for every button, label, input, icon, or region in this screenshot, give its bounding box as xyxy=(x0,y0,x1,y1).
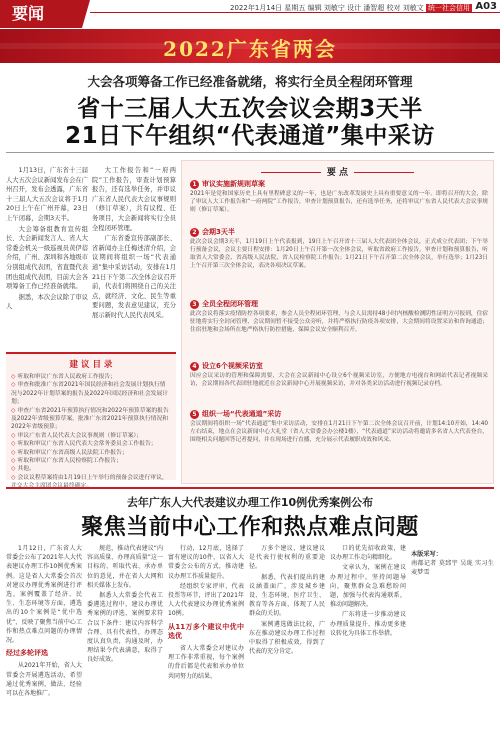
banner-title: 2022广东省两会 xyxy=(163,37,337,61)
article-column-2 xyxy=(92,166,176,322)
number-badge: 5 xyxy=(190,410,199,419)
key-point-body: 此次会议将落实疫情防控各项要求，参会人员全程闭环管理，与会人员需持48小时内核酸检测阴性证明方可报到，住宿驻地将实行全封闭管理，会议期间暂不接受公众旁听，并将严格执行防疫各项安排，大会期间将设置采访和咨询通道；住宿驻地和会场所在地严格执行防控措施，保障会议安全顺利召开。 xyxy=(190,311,488,334)
headline-divider xyxy=(6,152,494,153)
paragraph: 行动，12月底，选择了富有建议的10件，以省人大常委会公布的方式，推动建议办理工作质量提升。 xyxy=(168,545,244,580)
key-point-heading-text: 审议实施新规则草案 xyxy=(202,180,265,188)
second-column-4 xyxy=(249,544,325,657)
paragraph: 1月13日，广东省十三届人大五次会议新闻发布会在广州召开，发布会透露，广东省十三届人大五次会议将于1月20日上午在广州开幕，23日上午闭幕，会期3天半。 xyxy=(6,167,88,222)
key-point-item xyxy=(190,179,488,214)
byline xyxy=(411,550,494,577)
list-item: ◇ 审查广东省2021年预算执行情况和2022年预算草案的报告及2022年省级预算草案，批准广东省2021年预算执行情况和2022年省级预算； xyxy=(11,407,171,432)
second-article-kicker: 去年广东人大代表建议办理工作10例优秀案例公布 xyxy=(126,496,374,509)
paragraph: 万多个建议，建议建议是代表行使权利的重要途径。 xyxy=(249,545,325,571)
paragraph: 1月12日，广东省人大常委会公布了2021年人大代表建议办理工作10例优秀案例。这是省人大常委会首次对建议办理优秀案例进行评选，案例覆盖了经济、民生、生态环境等方面，遴选出的10个案例是“优中选优”，反映了聚焦当前中心工作和热点难点问题的办理情况。 xyxy=(6,545,82,645)
number-badge: 3 xyxy=(190,300,199,309)
section-subhead: 经过多轮评选 xyxy=(6,649,48,658)
header-meta xyxy=(230,3,472,13)
paragraph: 广东将进一步推动建议办理质量提升，推动更多建议转化为具体工作举措。 xyxy=(330,611,406,637)
suggestion-title: 建 议 目 录 xyxy=(69,360,113,370)
key-point-heading-text: 设立6个视频采访室 xyxy=(202,362,263,370)
paragraph: 大会筹备组教育宣传组长、大会新闻发言人、省人大常委会机关一级巡视员黄伊蓓介绍，广州、深圳和各地级市分别组成代表团，省直暨代表团也组成代表团，目前大会各项筹备工作已经准备就绪。 xyxy=(6,225,88,291)
second-column-6 xyxy=(411,544,494,577)
paragraph: 口的优先招收政策，建议办理工作走向精细化。 xyxy=(330,545,406,562)
list-item: ◇ 其他。 xyxy=(11,465,171,473)
key-point-item xyxy=(190,409,488,444)
list-item: ◇ 听取和审议广东省人民代表大会常务委员会工作报告； xyxy=(11,440,171,448)
section-tag: 要闻 xyxy=(0,0,82,28)
suggestion-list xyxy=(6,373,176,491)
paragraph: 据悉人大常委会代表工委遴选过程中，建议办理优秀案例的评选，案例要求符合以下条件：建议内容科学合理、具有代表性，办理态度认真负责，沟通及时，办理结果令代表满意，取得了良好成效。 xyxy=(87,592,163,664)
paragraph: 规范，推动代表建议“内容高质量、办理高质量”这一目标的，听取代表、承办单位的意见，并在省人大网和相关媒体上发布。 xyxy=(87,545,163,589)
paragraph: 据悉，本次会议除了审议人 xyxy=(6,293,88,311)
key-point-heading xyxy=(190,409,488,419)
paragraph: 经组织专家评审、代表投票等环节，评出了2021年人大代表建议办理优秀案例10例。 xyxy=(168,582,244,618)
section-divider xyxy=(6,487,494,489)
second-column-1 xyxy=(6,544,82,699)
article-headline-line-2: 21日下午组织“代表通道”集中采访 xyxy=(65,123,435,149)
list-item: ◇ 审议广东省人民代表大会议事规则（修订草案）； xyxy=(11,432,171,440)
key-point-item xyxy=(190,361,488,388)
key-point-heading-text: 组织一场“代表通道”采访 xyxy=(202,410,282,418)
key-points-title: 要 点 xyxy=(182,165,493,178)
key-point-item xyxy=(190,299,488,334)
number-badge: 1 xyxy=(190,180,199,189)
page-header xyxy=(0,0,500,28)
key-point-heading-text: 全员全程闭环管理 xyxy=(202,300,258,308)
number-badge: 2 xyxy=(190,228,199,237)
article-kicker: 大会各项筹备工作已经准备就绪，将实行全员全程闭环管理 xyxy=(87,74,413,89)
article-headline-line-1: 省十三届人大五次会议会期3天半 xyxy=(77,96,423,122)
key-point-heading xyxy=(190,361,488,371)
suggestion-box xyxy=(6,352,176,480)
header-tag: 统一社会信用 xyxy=(428,4,470,12)
key-point-heading xyxy=(190,299,488,309)
second-column-2 xyxy=(87,544,163,666)
second-column-5 xyxy=(330,544,406,639)
key-point-body: 此次会议会期3天半，1月19日上午代表报到，19日上午召开省十三届人大代表团全体会议，正式成立代表团；下午举行预备会议，会议主要日程安排：1月20日上午召开第一次全体会议，听取省政府工作报告，审查计划和预算报告，听取省人大常委会、省高级人民法院、省人民检察院工作报告；1月21日下午召开第二次全体会议，举行选举；1月23日上午召开第三次全体会议，表决各项决议草案。 xyxy=(190,239,488,270)
article-column-1 xyxy=(6,166,88,313)
key-point-body: 2021年是党和国家历史上具有里程碑意义的一年，也是广东改革发展史上具有重要意义的一年。即将召开的大会，除了审议人大工作报告和“一府两院”工作报告，审查计划预算报告，还有选举任务，还将审议广东省人民代表大会议事规则（修订草案）。 xyxy=(190,191,488,214)
list-item: ◇ 会议议程草案将由1月19日上午举行的预备会议进行审议， xyxy=(11,474,171,491)
second-column-3 xyxy=(168,544,244,682)
byline-names: 南都记者 莫郅宇 吴珑 实习生 麦梦雪 xyxy=(411,560,494,576)
paragraph: 省人大常委会对建议办理工作非常重视，每个案例的背后都是代表和承办单位共同努力的结果。 xyxy=(168,645,244,680)
number-badge: 4 xyxy=(190,362,199,371)
page-number: A03 xyxy=(475,1,497,12)
list-item: ◇ 听取和审议广东省人民检察院工作报告； xyxy=(11,457,171,465)
key-point-heading xyxy=(190,227,488,237)
key-point-heading xyxy=(190,179,488,189)
paragraph: 从2021年开始，省人大常委会开展遴选活动，希望通过优秀案例，做法、经验可以在各地推广。 xyxy=(6,662,82,698)
topic-banner xyxy=(0,29,500,63)
key-point-heading-text: 会期3天半 xyxy=(202,228,235,236)
second-article-headline: 聚焦当前中心工作和热点难点问题 xyxy=(81,515,419,540)
header-meta-text: 2022年1月14日 星期五 编辑 刘敏宁 设计 潘智超 校对 刘敏文 xyxy=(230,4,424,12)
paragraph: 文章认为，案例在建议办理过程中，坚持问题导向，聚焦群众急难愁盼问题，加强与代表沟通联系，推动问题解决。 xyxy=(330,564,406,609)
list-item: ◇ 听取和审议广东省人民政府工作报告； xyxy=(11,373,171,381)
list-item: ◇ 审查和批准广东省2021年国民经济和社会发展计划执行情况与2022年计划草案的报告及2022年国民经济和社会发展计划； xyxy=(11,381,171,406)
key-point-body: 因应会议采访的管理和保障需要，大会在会议新闻中心设立6个视频采访室，方便地方电视台和网站代表记者视频采访，会议期间各代表团驻地就近在会议新闻中心开展视频采访，并对各类采访活动进行视频记录存档。 xyxy=(190,373,488,388)
key-point-item xyxy=(190,227,488,270)
key-point-body: 会议期间将组织一场“代表通道”集中采访活动，安排在1月21日下午第二次全体会议召开前，计划14:10开始，14:40左右结束，地点在会议新闻中心大礼堂（省人大常委会办公楼1楼），“代表通道”采访活动将邀请多名省人大代表登台，围绕相关问题回答记者提问，并在现场进行直播，充分展示代表履职成效和风采。 xyxy=(190,421,488,444)
paragraph: 广东省委宣传部副部长、省新闻办主任梅述清介绍，会议期间将组织一场“代表通道”集中采访活动，安排在1月21日下午第二次全体会议召开前，代表们将围绕自己的关注点，就经济、文化、民生等重要问题，发表意见建议，充分展示新时代人民代表风采。 xyxy=(92,235,176,319)
paragraph: 大工作报告和“一府两院”工作报告，审查计划预算报告，还有选举任务，并审议广东省人民代表大会议事规则（修订草案），共有议程、任务项目，大会新闻将实行全员全程闭环管理。 xyxy=(92,167,176,232)
list-item: ◇ 听取和审议广东省高级人民法院工作报告； xyxy=(11,449,171,457)
byline-label: 本版采写： xyxy=(411,551,442,558)
key-points-box xyxy=(181,160,494,484)
section-subhead: 从11万多个建议中优中选优 xyxy=(168,622,244,640)
paragraph: 据悉，代表们提出的建议涵盖面广，涉及城乡建设、生态环境、医疗卫生、教育等各方面，体现了人民群众的关切。 xyxy=(249,573,325,618)
paragraph: 案例遴选做法比较，广东在推动建议办理工作过程中取得了积极成效，得到了代表的充分肯定。 xyxy=(249,620,325,656)
